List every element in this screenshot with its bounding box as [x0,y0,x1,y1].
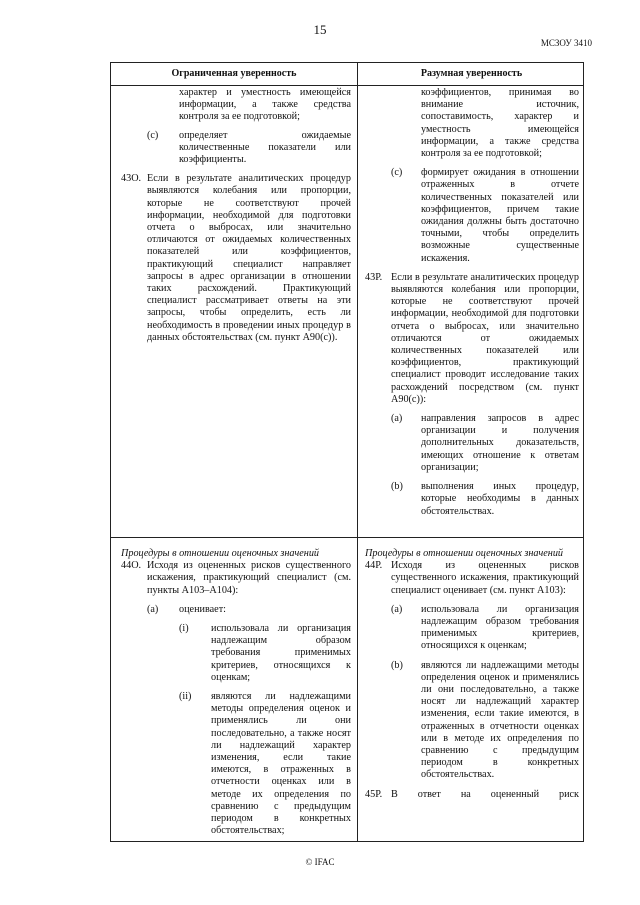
header-reasonable-assurance: Разумная уверенность [420,68,523,79]
section-divider [111,537,583,538]
continued-text: коэффициентов, принимая во внимание источник, сопоставимость, характер и уместность имеющейся информации, а также средства контроля за ее подготовкой; [421,87,579,160]
paragraph-text: Исходя из оцененных рисков существенного искажения, практикующий специалист оценивает (см. пункт А103): [391,560,579,596]
paragraph-text: Исходя из оцененных рисков существенного искажения, практикующий специалист (см. пункты А103–А104): [147,560,351,596]
item-label: (c) [147,129,159,141]
item-text: направления запросов в адрес организации и получения дополнительных доказательств, имеющих отношение к ответам организации; [421,413,579,473]
section-heading: Процедуры в отношении оценочных значений [121,548,320,559]
paragraph-43o [121,173,351,344]
paragraph-text: Если в результате аналитических процедур выявляются колебания или пропорции, которые не соответствуют прочей информации, необходимой для подготовки отчета о выбросах, или значительно отличаются от ожидаемых количественных показателей или коэффициентов, практикующий специалист проводит исследование таких расхождений посредством (см. пункт А90(c)): [391,271,579,405]
document-id: МСЗОУ 3410 [540,38,592,48]
item-label: (c) [391,167,403,179]
right-bottom-column [365,548,579,808]
item-b [391,660,579,782]
item-label: (ii) [179,691,192,703]
item-a [147,604,351,616]
right-top-column [365,87,579,525]
item-text: использовала ли организация надлежащим образом требования применимых критериев, относящихся к оценкам; [211,623,351,683]
left-bottom-column [121,548,351,842]
item-b [391,481,579,518]
paragraph-label: 44Р. [365,560,383,572]
paragraph-44o [121,560,351,597]
item-text: оценивает: [179,603,226,615]
paragraph-label: 43Р. [365,271,383,283]
item-i [179,623,351,684]
paragraph-label: 44O. [121,560,142,572]
continued-text: характер и уместность имеющейся информации, а также средства контроля за ее подготовкой; [179,87,351,123]
item-text: являются ли надлежащими методы определения оценок и применялись ли они последовательно, а также носят ли надлежащий характер изменения, если такие имеются, в отраженных в отчетности оценках или в методе их определения по сравнению с предыдущим периодом в конкретных обстоятельствах. [421,659,579,781]
paragraph-text: В ответ на оцененный риск [391,788,579,800]
table-header [111,63,583,86]
footer-copyright: © IFAC [305,857,335,867]
item-label: (a) [391,413,403,425]
paragraph-44r [365,560,579,597]
item-text: выполнения иных процедур, которые необходимы в данных обстоятельствах. [421,481,579,517]
item-label: (b) [391,659,403,671]
item-a [391,413,579,474]
item-c [391,167,579,265]
comparison-table [110,62,584,842]
column-divider [357,63,358,841]
item-label: (a) [391,603,403,615]
item-text: являются ли надлежащими методы определения оценок и применялись ли они последовательно, а также носят ли надлежащий характер изменения, если такие имеются, в отраженных в отчетности оценках или в методе их определения по сравнению с предыдущим периодом в конкретных обстоятельствах; [211,691,351,837]
page-number: 15 [313,22,327,37]
item-text: определяет ожидаемые количественные показатели или коэффициенты. [179,129,351,166]
item-label: (b) [391,481,403,493]
paragraph-label: 45Р. [365,788,383,800]
paragraph-43r [365,272,579,406]
item-text: формирует ожидания в отношении отраженных в отчете количественных показателей или коэффициентов, причем такие ожидания должны быть достаточно точными, чтобы определить возможные существенные искажения. [421,167,579,264]
item-ii [179,691,351,837]
item-a [391,604,579,653]
item-c [147,130,351,167]
header-limited-assurance: Ограниченная уверенность [171,68,297,79]
paragraph-text: Если в результате аналитических процедур выявляются колебания или пропорции, которые не соответствуют прочей информации, необходимой для подготовки отчета о выбросах, или значительно отличаются от ожидаемых количественных показателей или коэффициентов, практикующий специалист направляет запросы в адрес организации в отношении таких расхождений. Практикующий специалист рассматривает ответы на эти запросы, чтобы определить, есть ли необходимость в проведении иных процедур в данных обстоятельствах (см. пункт А90(c)). [147,173,351,343]
item-text: использовала ли организация надлежащим образом требования применимых критериев, относящихся к оценкам; [421,603,579,652]
paragraph-label: 43O. [121,173,142,185]
item-label: (i) [179,623,189,635]
section-heading: Процедуры в отношении оценочных значений [365,548,564,559]
paragraph-45r [365,789,579,801]
left-top-column [121,87,351,351]
item-label: (a) [147,603,159,615]
